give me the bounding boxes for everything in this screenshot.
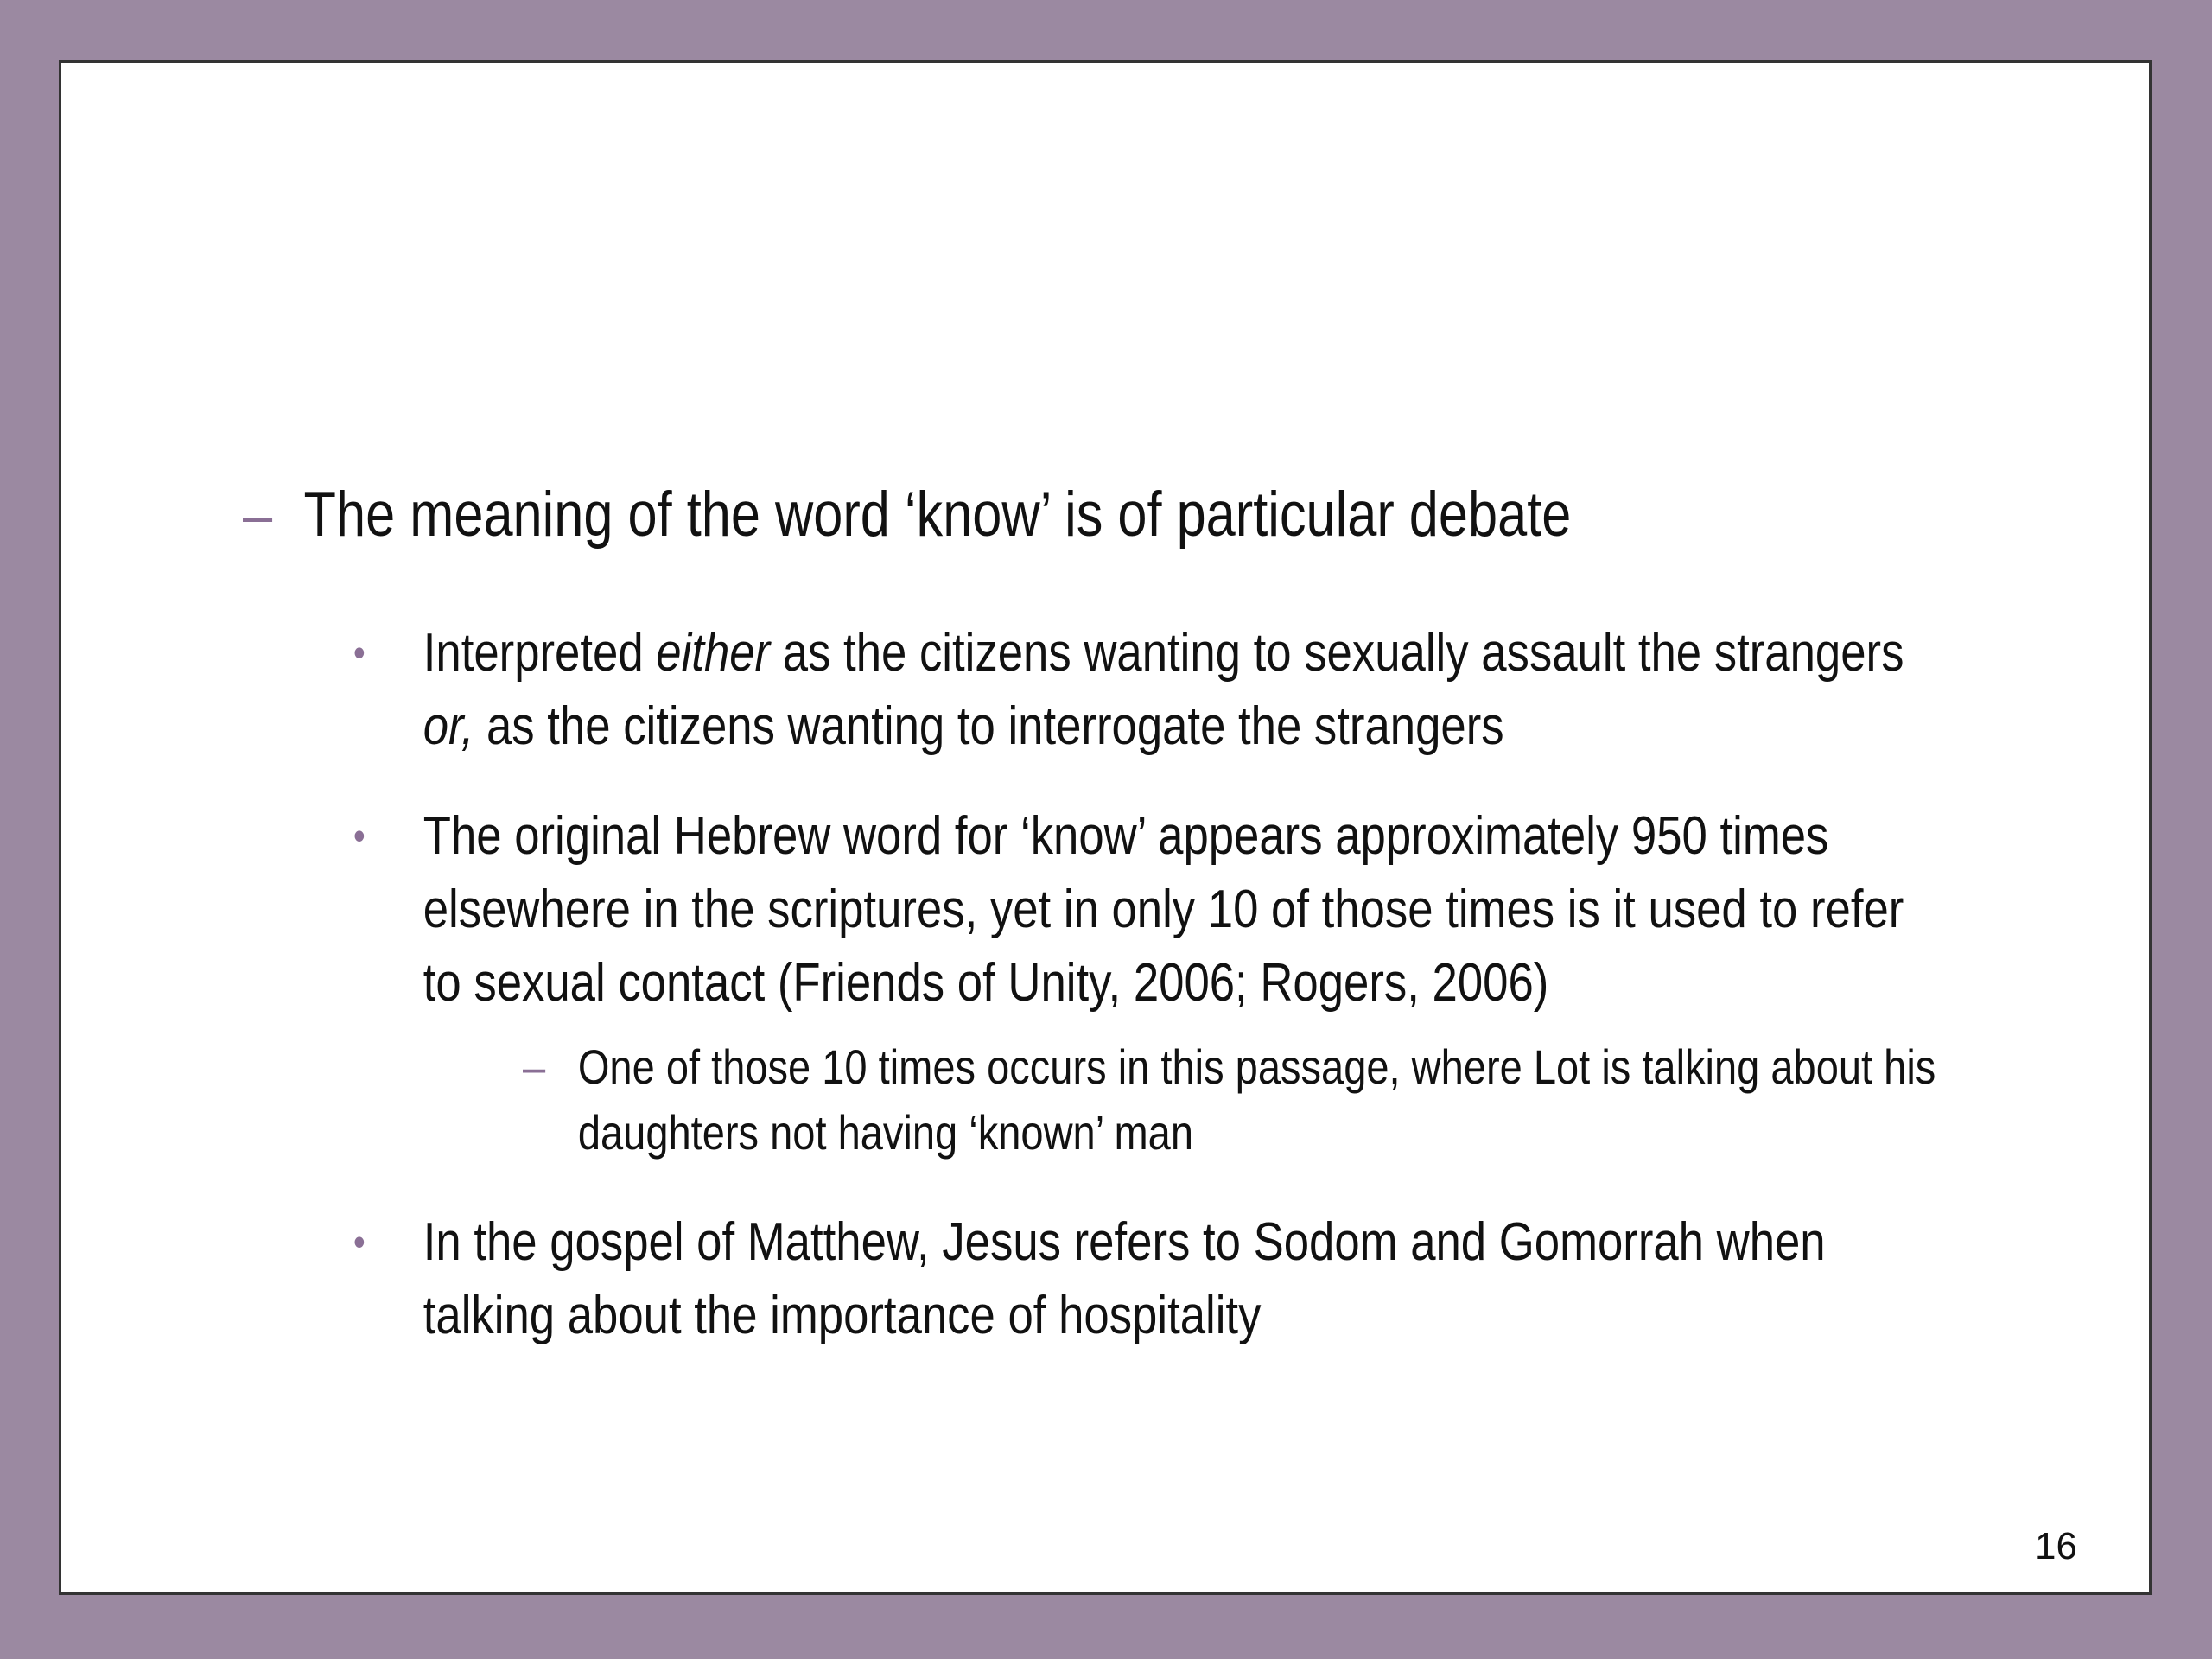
dash-marker: – [523, 1039, 546, 1094]
heading-item [243, 476, 1796, 554]
bullet-text-part: as the citizens wanting to sexually assault the strangers [770, 623, 1904, 683]
bullet-item-interpretation [353, 616, 1904, 763]
bullet-text: In the gospel of Matthew, Jesus refers to Sodom and Gomorrah when talking about the importance of hospitality [423, 1212, 1826, 1345]
bullet-text: The original Hebrew word for ‘know’ appears approximately 950 times elsewhere in the scriptures, yet in only 10 of those times is it used to refer to sexual contact (Friends of Unity, 2006; Rogers, 2006) [423, 806, 1904, 1013]
bullet-text-part: as the citizens wanting to interrogate the strangers [474, 696, 1504, 756]
page-number: 16 [2035, 1525, 2077, 1567]
bullet-marker: • [353, 630, 365, 675]
bullet-item-hebrew-word [353, 799, 1904, 1020]
bullet-text [423, 616, 1936, 763]
slide [59, 60, 2152, 1595]
bullet-marker: • [353, 813, 365, 858]
emphasis-or: or, [423, 696, 474, 756]
dash-marker: – [243, 480, 273, 550]
emphasis-either: either [656, 623, 771, 683]
bullet-marker: • [353, 1219, 365, 1264]
heading-text: The meaning of the word ‘know’ is of particular debate [303, 480, 1572, 550]
bullet-text-part: Interpreted [423, 623, 657, 683]
sub-item-text: One of those 10 times occurs in this passage, where Lot is talking about his daughters not having ‘known’ man [577, 1039, 1936, 1160]
bullet-item-matthew [353, 1205, 1896, 1352]
